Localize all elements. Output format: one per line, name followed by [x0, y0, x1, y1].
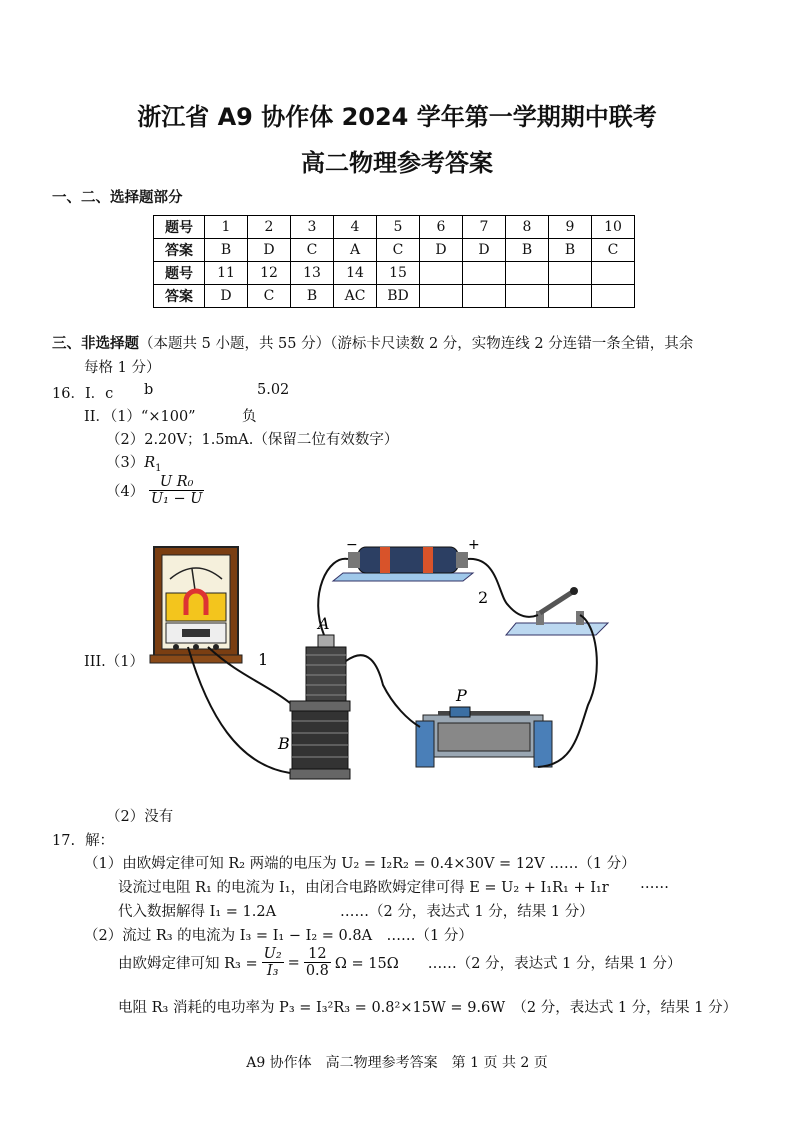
- table-cell: AC: [334, 285, 377, 308]
- table-cell: 12: [248, 262, 291, 285]
- q17-fraction-2: [304, 946, 331, 979]
- q16-iii-2: （2）没有: [106, 809, 174, 825]
- table-cell: 2: [248, 216, 291, 239]
- q16-ii-4-prefix: （4）: [106, 484, 145, 500]
- q16-ii-2: （2）2.20V；1.5mA.（保留二位有效数字）: [106, 432, 399, 448]
- answer-table: [153, 215, 635, 308]
- table-row: [154, 239, 635, 262]
- table-cell: 7: [463, 216, 506, 239]
- table-cell: B: [549, 239, 592, 262]
- section-heading-nonchoice: 三、非选择题: [52, 336, 139, 352]
- table-row: [154, 262, 635, 285]
- table-cell: 8: [506, 216, 549, 239]
- q16-iii-1: III.（1）: [84, 654, 145, 670]
- fraction-numerator: 12: [304, 946, 331, 963]
- coil-a-icon: [306, 635, 346, 705]
- table-cell: 3: [291, 216, 334, 239]
- table-cell: [506, 262, 549, 285]
- q17-jie: 解：: [85, 833, 115, 849]
- table-cell: B: [291, 285, 334, 308]
- wire-label-1: 1: [258, 650, 269, 669]
- q17-line4: （2）流过 R₃ 的电流为 I₃ = I₁ − I₂ = 0.8A ……（1 分）: [84, 928, 473, 944]
- q16-ii-3-prefix: （3）: [106, 455, 145, 471]
- q17-line5-tail: Ω = 15Ω ……（2 分，表达式 1 分，结果 1 分）: [334, 956, 682, 972]
- battery-minus-label: −: [346, 537, 358, 553]
- section-note: （本题共 5 小题，共 55 分）（游标卡尺读数 2 分，实物连线 2 分连错一条全错，其余: [139, 336, 694, 352]
- table-cell: D: [248, 239, 291, 262]
- table-cell: B: [205, 239, 248, 262]
- rheostat-icon: [416, 707, 552, 767]
- table-cell: D: [420, 239, 463, 262]
- table-cell: [420, 285, 463, 308]
- table-cell: D: [463, 239, 506, 262]
- q16-ii-1b: 负: [242, 409, 257, 425]
- table-row: [154, 285, 635, 308]
- fraction-denominator: 0.8: [305, 963, 329, 979]
- table-cell: 15: [377, 262, 420, 285]
- q17-line3-tail: ……（2 分，表达式 1 分，结果 1 分）: [340, 904, 594, 920]
- table-row: [154, 216, 635, 239]
- row-label: 题号: [154, 262, 205, 285]
- fraction-numerator: U₂: [263, 946, 282, 962]
- q17-line2: 设流过电阻 R₁ 的电流为 I₁，由闭合电路欧姆定律可得 E = U₂ + I₁R₁ + I₁r: [118, 880, 609, 896]
- wire-label-2: 2: [478, 588, 489, 607]
- section-note-cont: 每格 1 分）: [84, 360, 161, 376]
- table-cell: C: [592, 239, 635, 262]
- coil-label-a: A: [318, 614, 330, 633]
- q16-i-value: 5.02: [257, 382, 290, 398]
- q17-line5-prefix: 由欧姆定律可知 R₃ =: [118, 956, 258, 972]
- coil-b-icon: [290, 701, 350, 779]
- page-title: 浙江省 A9 协作体 2024 学年第一学期期中联考: [137, 103, 657, 131]
- fraction-denominator: U₁ − U: [150, 491, 203, 507]
- table-cell: 9: [549, 216, 592, 239]
- table-cell: 5: [377, 216, 420, 239]
- fraction-numerator: U R₀: [149, 474, 205, 491]
- row-label: 答案: [154, 239, 205, 262]
- table-cell: C: [377, 239, 420, 262]
- q17-number: [52, 829, 114, 850]
- q16-ii-4-fraction: [149, 474, 205, 507]
- section-nonchoice: [52, 332, 693, 353]
- q16-i-c: 16．I．c: [52, 386, 114, 402]
- section-heading-choice: 一、二、选择题部分: [52, 190, 183, 206]
- circuit-figure: [148, 535, 628, 805]
- q17-line2-dots: ……: [640, 876, 669, 892]
- table-cell: BD: [377, 285, 420, 308]
- table-cell: 6: [420, 216, 463, 239]
- equals-sign: =: [287, 954, 300, 971]
- row-label: 答案: [154, 285, 205, 308]
- q17-fraction-1: [262, 946, 284, 979]
- table-cell: 1: [205, 216, 248, 239]
- table-cell: B: [506, 239, 549, 262]
- fraction-denominator: I₃: [266, 963, 279, 979]
- q16-ii-4: [106, 474, 204, 507]
- table-cell: [420, 262, 463, 285]
- table-cell: 13: [291, 262, 334, 285]
- table-cell: [592, 262, 635, 285]
- table-cell: C: [248, 285, 291, 308]
- table-cell: [506, 285, 549, 308]
- q16-ii-1: II．（1）“×100”: [84, 409, 196, 425]
- table-cell: 4: [334, 216, 377, 239]
- table-cell: D: [205, 285, 248, 308]
- table-cell: [592, 285, 635, 308]
- page-footer: A9 协作体 高二物理参考答案 第 1 页 共 2 页: [246, 1055, 548, 1071]
- table-cell: C: [291, 239, 334, 262]
- table-cell: [463, 262, 506, 285]
- page-subtitle: 高二物理参考答案: [301, 149, 493, 177]
- table-cell: [463, 285, 506, 308]
- q16-i-b: b: [144, 382, 154, 398]
- table-cell: [549, 285, 592, 308]
- table-cell: 11: [205, 262, 248, 285]
- q17-line5: [118, 946, 681, 979]
- table-cell: 14: [334, 262, 377, 285]
- coil-label-b: B: [278, 734, 290, 753]
- table-cell: 10: [592, 216, 635, 239]
- q16-ii-3-var: R: [144, 455, 156, 471]
- table-cell: [549, 262, 592, 285]
- galvanometer-icon: [150, 547, 242, 663]
- table-cell: A: [334, 239, 377, 262]
- switch-icon: [506, 587, 608, 635]
- q17-line3: 代入数据解得 I₁ = 1.2A: [118, 904, 277, 920]
- q16-ii-3-sub: 1: [155, 462, 162, 474]
- row-label: 题号: [154, 216, 205, 239]
- q17-line1: （1）由欧姆定律可知 R₂ 两端的电压为 U₂ = I₂R₂ = 0.4×30V = 12V ……（1 分）: [84, 856, 636, 872]
- rheostat-label-p: P: [456, 686, 467, 705]
- q17-label: 17.: [52, 833, 76, 849]
- q16-ii-3: [106, 451, 162, 474]
- battery-plus-label: +: [468, 537, 480, 553]
- q17-line6: 电阻 R₃ 消耗的电功率为 P₃ = I₃²R₃ = 0.8²×15W = 9.6W （2 分，表达式 1 分，结果 1 分）: [118, 1000, 738, 1016]
